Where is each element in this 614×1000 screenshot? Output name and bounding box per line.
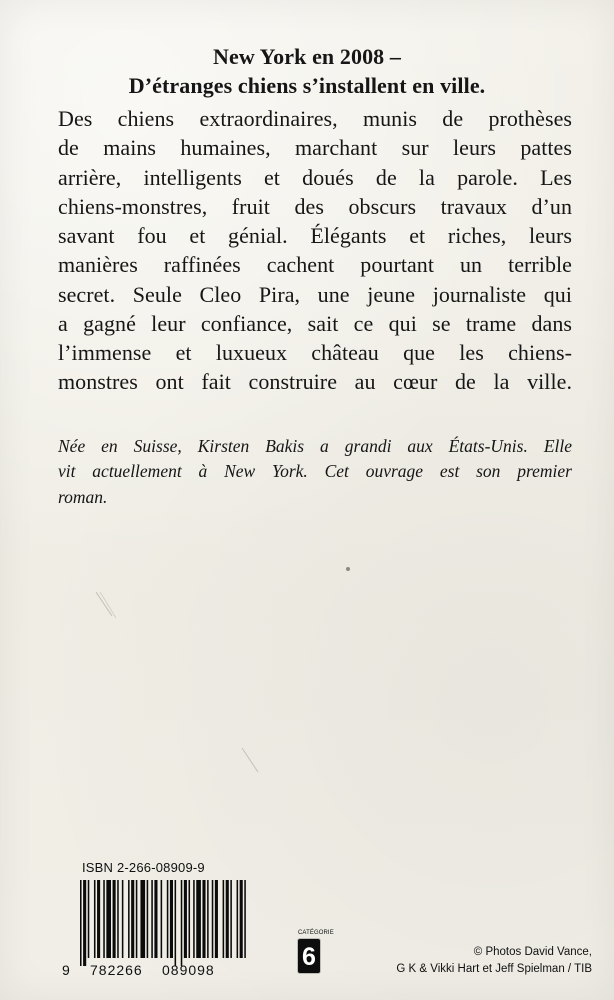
author-bio-line: roman. xyxy=(58,486,108,507)
isbn-text: ISBN 2-266-08909-9 xyxy=(82,860,205,875)
blurb-line: secret. Seule Cleo Pira, une jeune journaliste qui xyxy=(58,281,572,307)
barcode-digits xyxy=(58,962,258,980)
author-bio-line: Née en Suisse, Kirsten Bakis a grandi aux États-Unis. Elle xyxy=(58,436,572,456)
surface-scratch-2 xyxy=(238,746,278,786)
surface-scratch-1 xyxy=(94,590,134,630)
headline-line-1: New York en 2008 – xyxy=(213,44,401,69)
photo-credits-line: G K & Vikki Hart et Jeff Spielman / TIB xyxy=(396,962,592,975)
speck-dot xyxy=(346,567,350,571)
blurb-line: arrière, intelligents et doués de la parole. Les xyxy=(58,164,572,190)
blurb-line: chiens-monstres, fruit des obscurs travaux d’un xyxy=(58,193,572,219)
photo-credits xyxy=(322,944,592,977)
blurb-line: de mains humaines, marchant sur leurs pattes xyxy=(58,135,572,161)
blurb-line: a gagné leur confiance, sait ce qui se trame dans xyxy=(58,310,572,336)
barcode-digits-left: 782266 xyxy=(90,962,143,978)
category-badge xyxy=(298,930,334,980)
blurb-line: manières raffinées cachent pourtant un terrible xyxy=(58,252,572,278)
author-bio-line: vit actuellement à New York. Cet ouvrage est son premier xyxy=(58,461,572,482)
barcode-digit-first: 9 xyxy=(62,962,70,978)
barcode xyxy=(58,874,258,984)
category-number: 6 xyxy=(302,943,316,971)
blurb-line: savant fou et génial. Élégants et riches, leurs xyxy=(58,223,572,248)
photo-credits-line: © Photos David Vance, xyxy=(473,946,592,958)
barcode-digits-right: 089098 xyxy=(162,962,215,978)
blurb-line: Des chiens extraordinaires, munis de prothèses xyxy=(58,106,572,131)
category-label: CATÉGORIE xyxy=(298,930,334,936)
headline-line-2: D’étranges chiens s’installent en ville. xyxy=(128,73,486,99)
headline xyxy=(0,42,614,101)
blurb-line: l’immense et luxueux château que les chiens- xyxy=(58,340,572,365)
blurb-line: monstres ont fait construire au cœur de la ville. xyxy=(58,369,572,395)
author-bio xyxy=(58,434,572,510)
blurb xyxy=(58,104,572,397)
barcode-bars xyxy=(78,880,248,966)
